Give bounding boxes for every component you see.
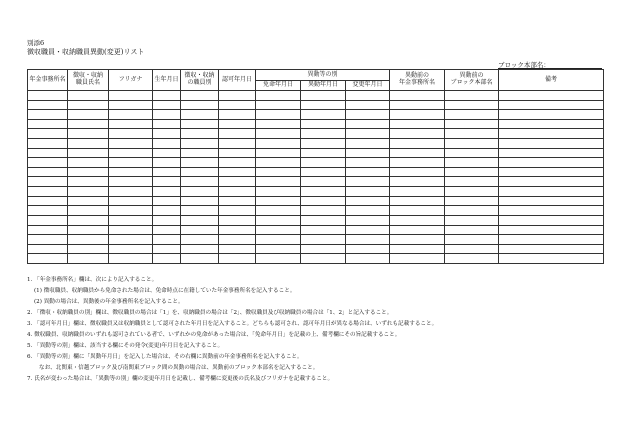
table-cell xyxy=(153,167,181,177)
table-cell xyxy=(219,215,256,225)
note-line: 5. 「異動等の別」欄は、該当する欄にその発令(変更)年月日を記入すること。 xyxy=(27,343,224,349)
table-row xyxy=(28,196,604,206)
table-cell xyxy=(153,187,181,197)
table-cell xyxy=(219,139,256,149)
table-cell xyxy=(346,148,390,158)
table-cell xyxy=(181,215,219,225)
table-cell xyxy=(68,177,109,187)
table-cell xyxy=(499,119,604,129)
table-cell xyxy=(68,148,109,158)
table-cell xyxy=(28,206,68,216)
table-cell xyxy=(390,158,445,168)
table-cell xyxy=(181,139,219,149)
table-row xyxy=(28,148,604,158)
table-row xyxy=(28,244,604,254)
table-cell xyxy=(346,119,390,129)
table-cell xyxy=(68,215,109,225)
table-cell xyxy=(256,235,301,245)
table-cell xyxy=(181,225,219,235)
table-cell xyxy=(109,91,153,101)
block-label: ブロック本部名： xyxy=(498,61,550,69)
table-cell xyxy=(445,177,499,187)
table-cell xyxy=(109,254,153,264)
table-row xyxy=(28,119,604,129)
table-cell xyxy=(256,215,301,225)
table-cell xyxy=(499,110,604,120)
table-cell xyxy=(109,148,153,158)
table-row xyxy=(28,206,604,216)
table-cell xyxy=(445,139,499,149)
table-cell xyxy=(499,254,604,264)
table-row xyxy=(28,158,604,168)
table-cell xyxy=(346,187,390,197)
col-header-change-group: 異動等の別 xyxy=(256,70,390,81)
table-cell xyxy=(301,148,346,158)
table-cell xyxy=(256,177,301,187)
table-cell xyxy=(28,177,68,187)
table-cell xyxy=(109,235,153,245)
table-cell xyxy=(109,196,153,206)
table-cell xyxy=(109,158,153,168)
table-cell xyxy=(445,244,499,254)
table-cell xyxy=(499,196,604,206)
table-cell xyxy=(346,167,390,177)
table-cell xyxy=(390,139,445,149)
table-cell xyxy=(28,196,68,206)
table-cell xyxy=(301,235,346,245)
table-cell xyxy=(109,215,153,225)
table-cell xyxy=(256,254,301,264)
table-cell xyxy=(219,225,256,235)
table-cell xyxy=(301,119,346,129)
table-cell xyxy=(499,244,604,254)
table-cell xyxy=(301,244,346,254)
table-cell xyxy=(68,91,109,101)
table-cell xyxy=(28,100,68,110)
table-row xyxy=(28,91,604,101)
table-cell xyxy=(301,196,346,206)
staff-change-table xyxy=(27,69,604,264)
table-cell xyxy=(28,129,68,139)
table-cell xyxy=(301,100,346,110)
table-cell xyxy=(301,129,346,139)
table-cell xyxy=(68,225,109,235)
table-cell xyxy=(445,225,499,235)
table-cell xyxy=(68,129,109,139)
table-cell xyxy=(256,167,301,177)
table-cell xyxy=(499,225,604,235)
note-line: (2) 異動の場合は、異動後の年金事務所名を記入すること。 xyxy=(34,299,184,305)
table-cell xyxy=(219,177,256,187)
note-line: なお、北関東・信越ブロック及び南関東ブロック間の異動の場合は、異動前のブロック本部名を記入すること。 xyxy=(39,365,319,371)
table-cell xyxy=(219,187,256,197)
table-cell xyxy=(445,187,499,197)
table-cell xyxy=(219,148,256,158)
table-cell xyxy=(109,100,153,110)
table-cell xyxy=(28,254,68,264)
table-cell xyxy=(445,129,499,139)
note-line: 3. 「認可年月日」欄は、徴収職員又は収納職員として認可された年月日を記入すること。どちらも認可され、認可年月日が異なる場合は、いずれも記載すること。 xyxy=(27,321,438,327)
table-cell xyxy=(153,206,181,216)
table-cell xyxy=(28,235,68,245)
table-cell xyxy=(181,91,219,101)
table-cell xyxy=(219,129,256,139)
table-cell xyxy=(445,91,499,101)
table-cell xyxy=(181,235,219,245)
table-cell xyxy=(181,196,219,206)
table-cell xyxy=(301,167,346,177)
table-cell xyxy=(153,110,181,120)
table-cell xyxy=(390,177,445,187)
table-cell xyxy=(445,196,499,206)
table-cell xyxy=(68,100,109,110)
table-cell xyxy=(256,158,301,168)
table-row xyxy=(28,177,604,187)
table-cell xyxy=(256,196,301,206)
table-cell xyxy=(346,196,390,206)
table-cell xyxy=(256,100,301,110)
table-cell xyxy=(256,129,301,139)
table-cell xyxy=(181,206,219,216)
table-cell xyxy=(109,129,153,139)
table-cell xyxy=(256,119,301,129)
table-cell xyxy=(68,196,109,206)
col-header-approval-date: 認可年月日 xyxy=(219,70,256,91)
col-header-staff-type: 徴収・収納 の職員別 xyxy=(181,70,219,91)
table-cell xyxy=(301,110,346,120)
table-cell xyxy=(28,187,68,197)
table-cell xyxy=(256,206,301,216)
col-header-furigana: フリガナ xyxy=(109,70,153,91)
table-cell xyxy=(445,119,499,129)
table-cell xyxy=(346,158,390,168)
table-cell xyxy=(390,187,445,197)
table-cell xyxy=(68,139,109,149)
table-cell xyxy=(445,206,499,216)
table-cell xyxy=(499,91,604,101)
table-cell xyxy=(219,167,256,177)
table-cell xyxy=(256,91,301,101)
table-cell xyxy=(181,254,219,264)
notes-list xyxy=(27,275,437,385)
table-cell xyxy=(219,244,256,254)
table-cell xyxy=(445,235,499,245)
table-cell xyxy=(28,91,68,101)
table-cell xyxy=(109,119,153,129)
table-cell xyxy=(153,148,181,158)
table-cell xyxy=(445,167,499,177)
table-cell xyxy=(301,187,346,197)
table-cell xyxy=(219,254,256,264)
table-cell xyxy=(28,225,68,235)
table-cell xyxy=(499,100,604,110)
table-cell xyxy=(301,139,346,149)
table-cell xyxy=(153,225,181,235)
table-cell xyxy=(109,139,153,149)
table-cell xyxy=(499,167,604,177)
table-cell xyxy=(219,235,256,245)
table-body xyxy=(28,91,604,264)
note-line: 2. 「徴収・収納職員の別」欄は、徴収職員の場合は「1」を、収納職員の場合は「2」、徴収職員及び収納職員の場合は「1、2」と記入すること。 xyxy=(27,310,393,316)
table-cell xyxy=(153,129,181,139)
table-cell xyxy=(68,254,109,264)
table-cell xyxy=(390,91,445,101)
table-cell xyxy=(153,139,181,149)
table-cell xyxy=(109,177,153,187)
table-cell xyxy=(219,158,256,168)
table-cell xyxy=(390,167,445,177)
table-cell xyxy=(301,225,346,235)
table-cell xyxy=(28,215,68,225)
table-cell xyxy=(153,100,181,110)
table-cell xyxy=(346,91,390,101)
table-cell xyxy=(390,254,445,264)
table-row xyxy=(28,139,604,149)
table-cell xyxy=(499,129,604,139)
table-cell xyxy=(28,139,68,149)
table-cell xyxy=(181,148,219,158)
table-cell xyxy=(346,129,390,139)
table-cell xyxy=(219,110,256,120)
table-cell xyxy=(109,244,153,254)
document-title: 徴収職員・収納職員異動(変更)リスト xyxy=(27,48,145,56)
table-cell xyxy=(68,110,109,120)
table-cell xyxy=(301,177,346,187)
table-cell xyxy=(181,110,219,120)
table-cell xyxy=(256,187,301,197)
table-cell xyxy=(390,225,445,235)
table-cell xyxy=(390,196,445,206)
table-cell xyxy=(301,91,346,101)
table-cell xyxy=(346,100,390,110)
table-row xyxy=(28,167,604,177)
table-cell xyxy=(390,244,445,254)
table-cell xyxy=(301,215,346,225)
table-cell xyxy=(28,110,68,120)
table-cell xyxy=(499,215,604,225)
table-cell xyxy=(256,110,301,120)
table-cell xyxy=(445,215,499,225)
table-cell xyxy=(346,244,390,254)
table-cell xyxy=(445,110,499,120)
table-cell xyxy=(445,100,499,110)
table-cell xyxy=(346,110,390,120)
table-cell xyxy=(153,196,181,206)
note-line: 4. 徴収職員、収納職員のいずれも認可されている者で、いずれかの免命があった場合は、「免命年月日」を記載の上、備考欄にその旨記載すること。 xyxy=(27,332,401,338)
table-cell xyxy=(390,110,445,120)
table-cell xyxy=(301,206,346,216)
col-header-change-date: 変更年月日 xyxy=(346,81,390,91)
table-cell xyxy=(109,225,153,235)
table-cell xyxy=(68,244,109,254)
table-cell xyxy=(181,158,219,168)
table-cell xyxy=(346,215,390,225)
table-cell xyxy=(68,187,109,197)
table-cell xyxy=(499,177,604,187)
table-cell xyxy=(499,139,604,149)
table-cell xyxy=(346,235,390,245)
table-cell xyxy=(499,206,604,216)
table-cell xyxy=(301,158,346,168)
note-line: 6. 「異動等の別」欄に「異動年月日」を記入した場合は、その右欄に異動前の年金事務所名を記入すること。 xyxy=(27,354,303,360)
table-cell xyxy=(390,206,445,216)
table-cell xyxy=(153,177,181,187)
note-line: 7. 氏名が変わった場合は、「異動等の別」欄の変更年月日を記載し、備考欄に変更後の氏名及びフリガナを記載すること。 xyxy=(27,376,334,382)
table-cell xyxy=(181,119,219,129)
table-cell xyxy=(109,187,153,197)
table-cell xyxy=(181,244,219,254)
table-cell xyxy=(390,129,445,139)
table-cell xyxy=(499,158,604,168)
table-cell xyxy=(181,129,219,139)
table-cell xyxy=(219,91,256,101)
table-cell xyxy=(390,119,445,129)
table-cell xyxy=(153,91,181,101)
table-cell xyxy=(181,187,219,197)
table-cell xyxy=(256,244,301,254)
col-header-transfer-date: 異動年月日 xyxy=(301,81,346,91)
table-cell xyxy=(499,235,604,245)
table-cell xyxy=(153,215,181,225)
table-cell xyxy=(68,167,109,177)
table-cell xyxy=(390,215,445,225)
table-cell xyxy=(153,235,181,245)
col-header-prev-office: 異動前の 年金事務所名 xyxy=(390,70,445,91)
table-cell xyxy=(28,244,68,254)
table-cell xyxy=(28,148,68,158)
table-cell xyxy=(256,148,301,158)
table-cell xyxy=(445,158,499,168)
table-cell xyxy=(219,206,256,216)
table-cell xyxy=(153,254,181,264)
table-cell xyxy=(68,206,109,216)
table-cell xyxy=(499,187,604,197)
table-cell xyxy=(346,177,390,187)
table-cell xyxy=(68,235,109,245)
col-header-office: 年金事務所名 xyxy=(28,70,68,91)
table-cell xyxy=(390,235,445,245)
table-cell xyxy=(219,119,256,129)
table-cell xyxy=(153,119,181,129)
table-row xyxy=(28,225,604,235)
table-cell xyxy=(346,254,390,264)
table-cell xyxy=(153,244,181,254)
table-row xyxy=(28,129,604,139)
table-cell xyxy=(390,148,445,158)
col-header-staff-name: 徴収・収納 職員氏名 xyxy=(68,70,109,91)
table-cell xyxy=(301,254,346,264)
table-cell xyxy=(256,139,301,149)
table-cell xyxy=(109,167,153,177)
table-cell xyxy=(28,167,68,177)
table-cell xyxy=(390,100,445,110)
table-cell xyxy=(181,177,219,187)
table-cell xyxy=(445,254,499,264)
table-cell xyxy=(109,206,153,216)
table-cell xyxy=(68,119,109,129)
table-row xyxy=(28,100,604,110)
note-line: 1. 「年金事務所名」欄は、次により記入すること。 xyxy=(27,277,158,283)
table-cell xyxy=(181,100,219,110)
attachment-label: 別添6 xyxy=(27,39,45,47)
note-line: (1) 徴収職員、収納職員から免命された場合は、免命時点に在籍していた年金事務所名を記入すること。 xyxy=(34,288,296,294)
table-cell xyxy=(256,225,301,235)
table-cell xyxy=(346,139,390,149)
table-cell xyxy=(181,167,219,177)
table-cell xyxy=(109,110,153,120)
table-cell xyxy=(346,206,390,216)
table-cell xyxy=(153,158,181,168)
col-header-prev-block: 異動前の ブロック本部名 xyxy=(445,70,499,91)
table-cell xyxy=(445,148,499,158)
table-row xyxy=(28,254,604,264)
table-cell xyxy=(68,158,109,168)
table-cell xyxy=(28,119,68,129)
table-row xyxy=(28,215,604,225)
table-row xyxy=(28,235,604,245)
table-cell xyxy=(219,100,256,110)
table-row xyxy=(28,110,604,120)
table-row xyxy=(28,187,604,197)
col-header-dismissal-date: 免命年月日 xyxy=(256,81,301,91)
col-header-remarks: 備考 xyxy=(499,70,604,91)
col-header-birth: 生年月日 xyxy=(153,70,181,91)
table-cell xyxy=(219,196,256,206)
table-cell xyxy=(28,158,68,168)
table-cell xyxy=(346,225,390,235)
table-cell xyxy=(499,148,604,158)
